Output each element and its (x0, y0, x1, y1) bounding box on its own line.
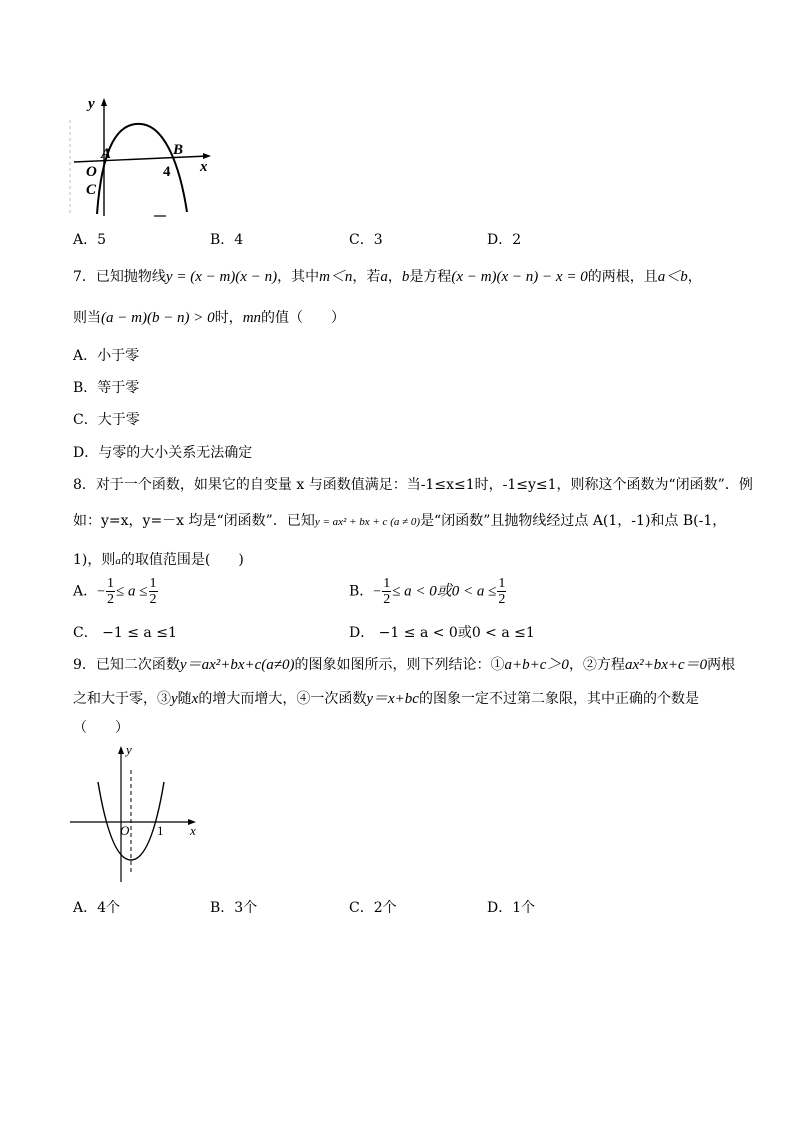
q8-option-a-num-2: 1 (149, 576, 157, 591)
q7-text-2c: 的值（ ） (261, 310, 346, 326)
q9-line-1 (73, 653, 735, 674)
q8-option-b-num-2: 1 (498, 576, 506, 591)
q9-option-a: A．4个 (73, 900, 121, 916)
q7-text-1c: ，若 (352, 269, 381, 285)
q7-option-b: B．等于零 (73, 380, 140, 396)
q7-eq-parabola: y = (x − m)(x − n) (165, 269, 278, 285)
q8-var-a: a (115, 555, 121, 567)
q9-text-1d: 两根 (707, 657, 736, 673)
q9-text-2c: 的增大而增大，④一次函数 (198, 691, 367, 707)
q9-eq-function: y＝ax²+bx+c(a≠0) (179, 657, 295, 673)
q9-option-d: D．1个 (487, 900, 536, 916)
q9-text-1c: ，②方程 (568, 657, 625, 673)
q9-text-2b: 随 (177, 691, 192, 707)
q8-option-a-minus: − (97, 584, 106, 600)
q6-label-A: A (101, 146, 112, 162)
q6-parabola-graph (68, 96, 218, 222)
q8-option-c: C． −1 ≤ a ≤1 (73, 625, 177, 641)
q8-option-b-minus: − (373, 584, 382, 600)
q9-parabola-graph (68, 742, 208, 884)
q9-label-O: O (120, 823, 130, 838)
q8-option-a-frac-2 (149, 576, 158, 607)
q7-option-d: D．与零的大小关系无法确定 (73, 445, 253, 461)
q8-text-2a: 如：y=x，y=－x 均是“闭函数”．已知 (73, 513, 315, 529)
q8-option-b-frac-2 (497, 576, 506, 607)
q7-text-1d: ， (387, 269, 402, 285)
q8-eq-function: y = ax² + bx + c (a ≠ 0) (314, 516, 421, 528)
q7-text-2b: 时， (214, 310, 243, 326)
q8-option-a-num-1: 1 (107, 576, 115, 591)
q8-option-a-den-1: 2 (107, 592, 115, 607)
q8-option-b-den-1: 2 (383, 592, 391, 607)
q9-line-3: （ ） (73, 720, 129, 736)
q8-option-d: D． −1 ≤ a < 0或0 < a ≤1 (349, 625, 535, 641)
q9-label-x: x (190, 823, 196, 838)
q7-var-mn: mn (242, 310, 262, 326)
q8-option-b-num-1: 1 (383, 576, 391, 591)
q8-option-b-mid: ≤ a < 0或0 < a ≤ (392, 583, 497, 600)
q7-eq-condition: (a − m)(b − n) > 0 (101, 310, 215, 326)
q6-option-b: B．4 (210, 232, 244, 248)
q7-var-b: b (401, 269, 410, 285)
q6-label-O: O (86, 164, 97, 180)
q6-y-arrow (101, 98, 107, 106)
q6-label-y: y (88, 96, 95, 112)
q6-option-a: A．5 (73, 232, 107, 248)
q8-line-2 (73, 510, 726, 530)
q7-line-2 (73, 307, 345, 327)
q8-option-a-frac-1 (106, 576, 115, 607)
q9-option-c: C．2个 (349, 900, 397, 916)
q8-option-b (349, 576, 507, 607)
q9-label-1: 1 (157, 823, 164, 838)
q8-option-a-label: A． (73, 583, 98, 600)
q7-line-1 (73, 265, 702, 286)
q9-text-1b: 的图象如图所示，则下列结论：① (294, 657, 505, 673)
q8-option-b-den-2: 2 (498, 592, 506, 607)
q9-y-arrow (118, 746, 124, 754)
q7-text-1g: ， (687, 269, 702, 285)
q9-text-2d: 的图象一定不过第二象限，其中正确的个数是 (418, 691, 699, 707)
q7-text-1a: 7．已知抛物线 (73, 269, 166, 285)
q6-label-4: 4 (163, 164, 171, 180)
q6-x-axis (74, 156, 208, 162)
q9-option-b: B．3个 (210, 900, 258, 916)
q9-text-1a: 9．已知二次函数 (73, 657, 180, 673)
q6-label-B: B (173, 142, 184, 158)
q8-line-3 (73, 549, 244, 569)
q9-label-y: y (126, 742, 132, 757)
q9-text-2a: 之和大于零，③ (73, 691, 171, 707)
q9-var-x: x (191, 691, 199, 707)
q7-text-1b: ，其中 (277, 269, 320, 285)
q8-option-a (73, 576, 159, 607)
q8-option-a-den-2: 2 (149, 592, 157, 607)
q8-text-3a: 1)，则 (73, 552, 116, 568)
q9-eq-linear: y＝x+bc (366, 691, 419, 707)
q6-label-C: C (86, 182, 97, 198)
q9-eq-equation: ax²+bx+c＝0 (624, 657, 708, 673)
q8-text-2b: 是“闭函数”且抛物线经过点 A(1，-1)和点 B(-1， (420, 513, 727, 529)
q7-cond-ab: a＜b (657, 269, 688, 285)
q7-option-a: A．小于零 (73, 348, 140, 364)
q9-cond-1: a+b+c＞0 (504, 657, 569, 673)
q9-line-2 (73, 687, 699, 708)
q8-line-1: 8．对于一个函数，如果它的自变量 x 与函数值满足：当-1≤x≤1时，-1≤y≤1，则称这个函数为“闭函数”．例 (73, 477, 753, 493)
q7-eq-equation: (x − m)(x − n) − x = 0 (451, 269, 588, 285)
q6-option-c: C．3 (349, 232, 383, 248)
q8-option-b-frac-1 (382, 576, 391, 607)
q7-text-1f: 的两根，且 (587, 269, 658, 285)
q6-option-d: D．2 (487, 232, 522, 248)
q9-var-y: y (171, 691, 178, 707)
q7-cond-mn: m＜n (319, 269, 353, 285)
q7-option-c: C．大于零 (73, 412, 140, 428)
q8-option-b-label: B． (349, 583, 374, 600)
q7-text-1e: 是方程 (409, 269, 452, 285)
q6-parabola-curve (97, 124, 187, 214)
q7-var-a: a (380, 269, 388, 285)
q7-text-2a: 则当 (73, 310, 101, 326)
q8-option-a-mid: ≤ a ≤ (116, 583, 148, 600)
q8-text-3b: 的取值范围是( ) (120, 552, 244, 568)
q6-label-x: x (200, 159, 208, 175)
